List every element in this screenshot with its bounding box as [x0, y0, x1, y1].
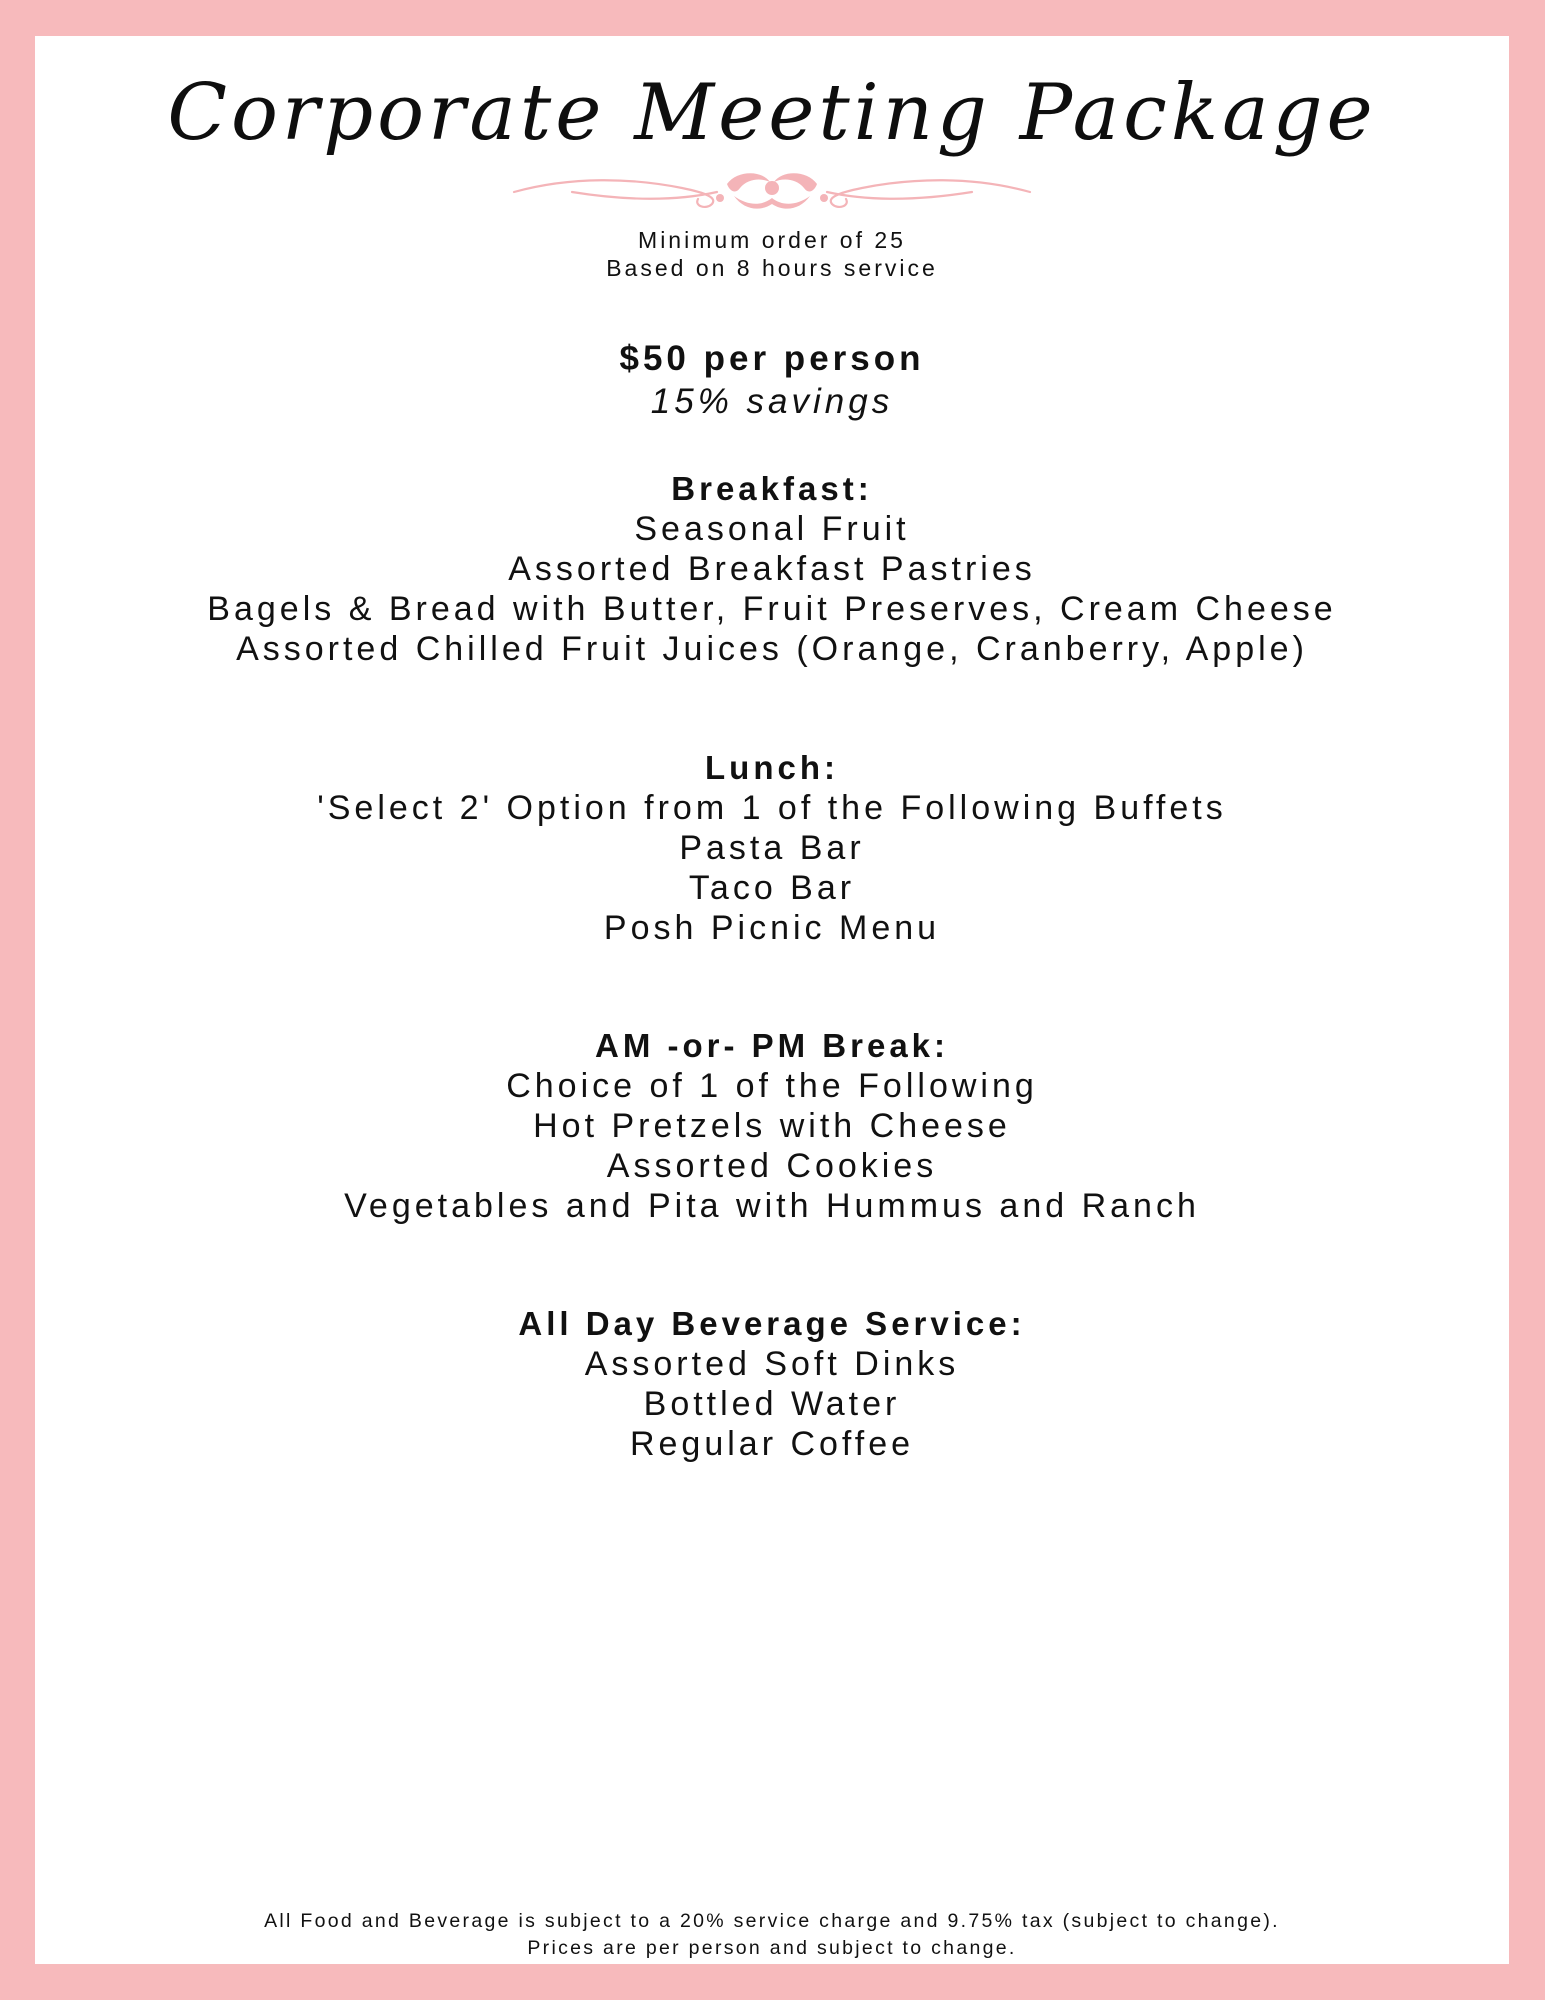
- pricing-note: Prices are per person and subject to change.: [527, 1937, 1017, 1959]
- menu-item: Bottled Water: [643, 1385, 901, 1423]
- flourish-divider-icon: [512, 162, 1032, 214]
- order-info: [35, 226, 1509, 282]
- menu-item: Bagels & Bread with Butter, Fruit Preserves, Cream Cheese: [207, 590, 1337, 628]
- service-hours-text: Based on 8 hours service: [606, 255, 938, 281]
- minimum-order-text: Minimum order of 25: [638, 227, 906, 253]
- menu-item: Choice of 1 of the Following: [506, 1067, 1038, 1105]
- menu-item: Regular Coffee: [629, 1425, 915, 1463]
- menu-item: Assorted Soft Dinks: [584, 1345, 960, 1383]
- menu-item: 'Select 2' Option from 1 of the Following Buffets: [317, 789, 1227, 827]
- menu-item: Hot Pretzels with Cheese: [533, 1107, 1011, 1145]
- section-beverage: [35, 1304, 1509, 1464]
- menu-item: Vegetables and Pita with Hummus and Ranch: [344, 1187, 1200, 1225]
- page-title: Corporate Meeting Package: [167, 68, 1377, 158]
- section-lunch: [35, 748, 1509, 948]
- price-per-person: $50 per person: [619, 339, 925, 378]
- section-break: [35, 1026, 1509, 1226]
- service-charge-note: All Food and Beverage is subject to a 20% service charge and 9.75% tax (subject to change).: [264, 1910, 1280, 1932]
- section-breakfast: [35, 469, 1509, 669]
- menu-item: Assorted Cookies: [606, 1147, 938, 1185]
- menu-item: Pasta Bar: [679, 829, 865, 867]
- menu-item: Assorted Breakfast Pastries: [508, 550, 1036, 588]
- menu-item: Posh Picnic Menu: [603, 909, 941, 947]
- savings-text: 15% savings: [650, 382, 894, 421]
- section-heading: Breakfast:: [671, 470, 873, 507]
- footer-disclaimer: [35, 1908, 1509, 1962]
- menu-page: [35, 36, 1509, 1964]
- section-heading: Lunch:: [705, 749, 839, 786]
- menu-item: Seasonal Fruit: [634, 510, 910, 548]
- section-heading: AM -or- PM Break:: [594, 1027, 950, 1064]
- menu-item: Assorted Chilled Fruit Juices (Orange, Cranberry, Apple): [236, 630, 1308, 668]
- section-heading: All Day Beverage Service:: [518, 1305, 1026, 1342]
- menu-item: Taco Bar: [688, 869, 856, 907]
